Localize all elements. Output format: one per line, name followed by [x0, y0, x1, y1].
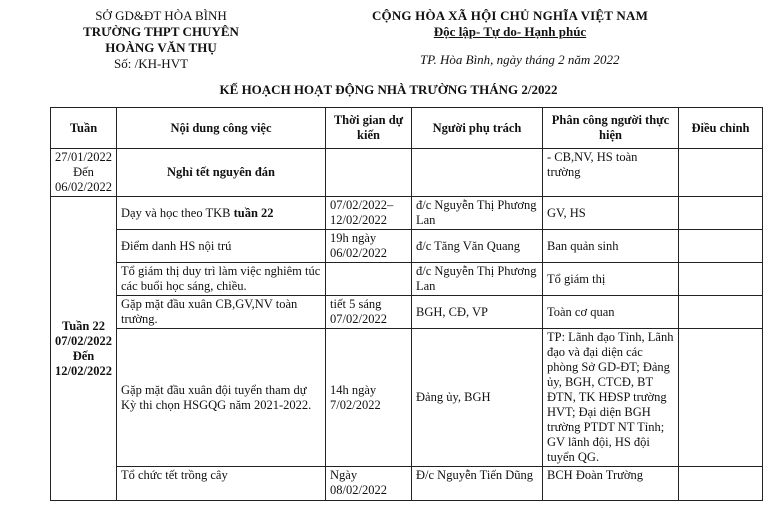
school-name: TRƯỜNG THPT CHUYÊN HOÀNG VĂN THỤ — [83, 24, 239, 55]
task-content: Gặp mặt đầu xuân CB,GV,NV toàn trường. — [117, 296, 326, 329]
task-time: 07/02/2022– 12/02/2022 — [326, 197, 412, 230]
task-adjust — [679, 197, 763, 230]
task-adjust — [679, 230, 763, 263]
task-assignee: Toàn cơ quan — [543, 296, 679, 329]
plan-table — [50, 107, 763, 501]
task-person: Đ/c Nguyễn Tiến Dũng — [412, 467, 543, 501]
task-assignee: Ban quản sinh — [543, 230, 679, 263]
national-header — [330, 8, 690, 40]
task-assignee: Tổ giám thị — [543, 263, 679, 296]
nation-name: CỘNG HÒA XÃ HỘI CHỦ NGHĨA VIỆT NAM — [371, 8, 649, 23]
header-week: Tuần — [51, 108, 117, 149]
table-row — [51, 230, 763, 263]
document-title: KẾ HOẠCH HOẠT ĐỘNG NHÀ TRƯỜNG THÁNG 2/2022 — [219, 82, 558, 97]
task-time: tiết 5 sáng 07/02/2022 — [326, 296, 412, 329]
table-row — [51, 296, 763, 329]
table-row — [51, 263, 763, 296]
task-person: Đảng ủy, BGH — [412, 329, 543, 467]
table-row — [51, 149, 763, 197]
table-row — [51, 329, 763, 467]
header-content: Nội dung công việc — [117, 108, 326, 149]
task-content: Điểm danh HS nội trú — [117, 230, 326, 263]
task-adjust — [679, 329, 763, 467]
week-label: Tuần 22 07/02/2022 Đến 12/02/2022 — [51, 197, 117, 501]
task-content: Tổ chức tết trồng cây — [117, 467, 326, 501]
task-assignee: - CB,NV, HS toàn trường — [543, 149, 679, 197]
task-content: Dạy và học theo TKB tuần 22 — [117, 197, 326, 230]
task-assignee: TP: Lãnh đạo Tỉnh, Lãnh đạo và đại diện các phòng Sở GD-ĐT; Đảng ủy, BGH, CTCĐ, BT ĐTN, TK HĐSP trường HVT; Đại diện BGH trường PTDT NT Tỉnh; GV lãnh đội, HS đội tuyển QG. — [543, 329, 679, 467]
task-content: Gặp mặt đầu xuân đội tuyển tham dự Kỳ thi chọn HSGQG năm 2021-2022. — [117, 329, 326, 467]
table-row — [51, 467, 763, 501]
task-time: Ngày 08/02/2022 — [326, 467, 412, 501]
task-assignee: GV, HS — [543, 197, 679, 230]
header-adjust: Điều chỉnh — [679, 108, 763, 149]
task-person: đ/c Tăng Văn Quang — [412, 230, 543, 263]
task-time: 19h ngày 06/02/2022 — [326, 230, 412, 263]
task-person: đ/c Nguyễn Thị Phương Lan — [412, 197, 543, 230]
task-time: 14h ngày 7/02/2022 — [326, 329, 412, 467]
task-adjust — [679, 467, 763, 501]
task-adjust — [679, 149, 763, 197]
task-person — [412, 149, 543, 197]
task-adjust — [679, 263, 763, 296]
header-assignee: Phân công người thực hiện — [543, 108, 679, 149]
week-label: 27/01/2022 Đến 06/02/2022 — [51, 149, 117, 197]
task-content: Tổ giám thị duy trì làm việc nghiêm túc các buổi học sáng, chiều. — [117, 263, 326, 296]
task-person: đ/c Nguyễn Thị Phương Lan — [412, 263, 543, 296]
task-time — [326, 149, 412, 197]
task-adjust — [679, 296, 763, 329]
header-person: Người phụ trách — [412, 108, 543, 149]
task-person: BGH, CĐ, VP — [412, 296, 543, 329]
header-time: Thời gian dự kiến — [326, 108, 412, 149]
department-name: SỞ GD&ĐT HÒA BÌNH — [95, 8, 227, 23]
table-row — [51, 197, 763, 230]
task-content: Nghỉ tết nguyên đán — [117, 149, 326, 197]
agency-header — [66, 8, 256, 72]
place-date: TP. Hòa Bình, ngày tháng 2 năm 2022 — [420, 52, 620, 67]
task-assignee: BCH Đoàn Trường — [543, 467, 679, 501]
national-motto: Độc lập- Tự do- Hạnh phúc — [433, 24, 587, 39]
task-time — [326, 263, 412, 296]
table-header-row — [51, 108, 763, 149]
document-number: Số: /KH-HVT — [114, 56, 189, 71]
